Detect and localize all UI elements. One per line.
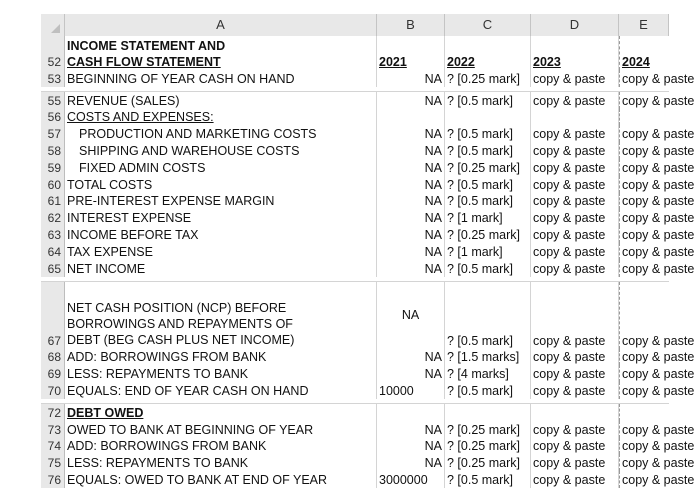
table-row: [41, 36, 669, 70]
cell-b[interactable]: 2021: [377, 36, 445, 70]
cell-a[interactable]: REVENUE (SALES): [65, 92, 377, 109]
cell-d[interactable]: copy & paste: [531, 454, 619, 471]
column-header-d[interactable]: D: [531, 14, 619, 36]
cell-d[interactable]: [531, 404, 619, 421]
cell-d[interactable]: copy & paste: [531, 176, 619, 193]
table-row: [41, 382, 695, 399]
cell-e[interactable]: copy & paste: [619, 438, 669, 455]
cell-c[interactable]: ? [0.5 mark]: [445, 282, 531, 349]
row-header[interactable]: 73: [41, 421, 65, 438]
cell-e[interactable]: copy & paste: [619, 125, 669, 142]
table-row: [41, 109, 669, 126]
cell-c[interactable]: ? [0.5 mark]: [445, 176, 531, 193]
cell-e[interactable]: [619, 109, 669, 126]
cell-e[interactable]: copy & paste: [619, 243, 669, 260]
cell-e[interactable]: copy & paste: [619, 159, 669, 176]
title-line-2: CASH FLOW STATEMENT: [67, 55, 221, 69]
column-header-e[interactable]: E: [619, 14, 669, 36]
table-row: [41, 365, 695, 382]
row-header[interactable]: 60: [41, 176, 65, 193]
ncp-line-2: BORROWINGS AND REPAYMENTS OF: [67, 316, 293, 331]
cell-b[interactable]: NA: [377, 159, 445, 176]
cell-c[interactable]: 2022: [445, 36, 531, 70]
column-header-a[interactable]: A: [65, 14, 377, 36]
table-row: [41, 282, 695, 349]
cell-a[interactable]: DEBT OWED: [65, 404, 377, 421]
cell-a[interactable]: ADD: BORROWINGS FROM BANK: [65, 438, 377, 455]
row-header[interactable]: 61: [41, 193, 65, 210]
cell-a[interactable]: EQUALS: END OF YEAR CASH ON HAND: [65, 382, 377, 399]
ncp-line-1: NET CASH POSITION (NCP) BEFORE: [67, 300, 287, 315]
cell-b[interactable]: NA: [377, 260, 445, 277]
cell-d[interactable]: copy & paste: [531, 92, 619, 109]
cell-e[interactable]: copy & paste: [619, 382, 669, 399]
cell-d[interactable]: copy & paste: [531, 471, 619, 488]
cell-b[interactable]: 10000: [377, 382, 445, 399]
cell-c[interactable]: ? [0.25 mark]: [445, 226, 531, 243]
cell-e[interactable]: copy & paste: [619, 142, 669, 159]
title-line-1: INCOME STATEMENT AND: [67, 39, 226, 53]
cell-c[interactable]: ? [0.25 mark]: [445, 454, 531, 471]
cell-e[interactable]: copy & paste: [619, 260, 669, 277]
table-row: [41, 438, 695, 455]
cell-d[interactable]: copy & paste: [531, 209, 619, 226]
cell-b[interactable]: NA: [377, 438, 445, 455]
cell-d[interactable]: copy & paste: [531, 282, 619, 349]
cell-a[interactable]: OWED TO BANK AT BEGINNING OF YEAR: [65, 421, 377, 438]
table-row: [41, 260, 695, 277]
cell-d[interactable]: copy & paste: [531, 159, 619, 176]
cell-c[interactable]: ? [0.5 mark]: [445, 193, 531, 210]
cell-e[interactable]: copy & paste: [619, 365, 669, 382]
cell-c[interactable]: [445, 404, 531, 421]
table-row: [41, 193, 695, 210]
cell-c[interactable]: ? [0.5 mark]: [445, 125, 531, 142]
cell-a[interactable]: EQUALS: OWED TO BANK AT END OF YEAR: [65, 471, 377, 488]
cell-d[interactable]: [531, 109, 619, 126]
column-header-row: [41, 14, 669, 36]
row-header[interactable]: 56: [41, 109, 65, 126]
cell-c[interactable]: ? [1.5 marks]: [445, 349, 531, 366]
row-header[interactable]: 63: [41, 226, 65, 243]
row-header[interactable]: 69: [41, 365, 65, 382]
cell-a[interactable]: COSTS AND EXPENSES:: [65, 109, 377, 126]
cell-d[interactable]: copy & paste: [531, 421, 619, 438]
cell-b[interactable]: [377, 404, 445, 421]
cell-d[interactable]: copy & paste: [531, 349, 619, 366]
row-header[interactable]: 67: [41, 282, 65, 349]
cell-e[interactable]: copy & paste: [619, 349, 669, 366]
cell-a[interactable]: SHIPPING AND WAREHOUSE COSTS: [65, 142, 377, 159]
cell-a[interactable]: [65, 282, 377, 349]
table-row: [41, 159, 695, 176]
cell-b[interactable]: NA: [377, 125, 445, 142]
cell-c[interactable]: ? [0.25 mark]: [445, 438, 531, 455]
table-row: [41, 209, 695, 226]
row-header[interactable]: 72: [41, 404, 65, 421]
cell-e[interactable]: 2024: [619, 36, 669, 70]
cell-b[interactable]: NA: [377, 209, 445, 226]
cell-c[interactable]: ? [4 marks]: [445, 365, 531, 382]
cell-b[interactable]: NA: [377, 365, 445, 382]
cell-a[interactable]: INCOME BEFORE TAX: [65, 226, 377, 243]
cell-c[interactable]: ? [0.5 mark]: [445, 92, 531, 109]
row-header[interactable]: 52: [41, 36, 65, 70]
table-row: [41, 243, 695, 260]
cell-a[interactable]: ADD: BORROWINGS FROM BANK: [65, 349, 377, 366]
table-row: [41, 471, 695, 488]
cell-d[interactable]: copy & paste: [531, 125, 619, 142]
table-row: [41, 454, 695, 471]
table-row: [41, 70, 695, 87]
cell-d[interactable]: copy & paste: [531, 382, 619, 399]
cell-e[interactable]: copy & paste: [619, 193, 669, 210]
cell-b[interactable]: NA: [377, 92, 445, 109]
cell-d[interactable]: copy & paste: [531, 243, 619, 260]
cell-a[interactable]: LESS: REPAYMENTS TO BANK: [65, 365, 377, 382]
cell-d[interactable]: copy & paste: [531, 365, 619, 382]
cell-a[interactable]: PRE-INTEREST EXPENSE MARGIN: [65, 193, 377, 210]
cell-a[interactable]: TAX EXPENSE: [65, 243, 377, 260]
cell-c[interactable]: [445, 109, 531, 126]
row-header[interactable]: 57: [41, 125, 65, 142]
cell-b[interactable]: NA: [377, 193, 445, 210]
table-row: [41, 125, 695, 142]
cell-d[interactable]: copy & paste: [531, 260, 619, 277]
cell-c[interactable]: ? [1 mark]: [445, 243, 531, 260]
cell-b[interactable]: [377, 109, 445, 126]
cell-e[interactable]: copy & paste: [619, 454, 669, 471]
row-header[interactable]: 59: [41, 159, 65, 176]
cell-b[interactable]: NA: [377, 421, 445, 438]
cell-a[interactable]: NET INCOME: [65, 260, 377, 277]
cell-a[interactable]: BEGINNING OF YEAR CASH ON HAND: [65, 70, 377, 87]
cell-c[interactable]: ? [1 mark]: [445, 209, 531, 226]
spreadsheet-grid: [41, 14, 695, 488]
row-header[interactable]: 58: [41, 142, 65, 159]
cell-d[interactable]: copy & paste: [531, 226, 619, 243]
select-all-corner[interactable]: [41, 14, 65, 36]
table-row: [41, 226, 695, 243]
cell-b[interactable]: NA: [377, 454, 445, 471]
cell-b[interactable]: 3000000: [377, 471, 445, 488]
table-row: [41, 142, 695, 159]
cell-e[interactable]: copy & paste: [619, 176, 669, 193]
cell-c[interactable]: ? [0.5 mark]: [445, 471, 531, 488]
ncp-line-3: DEBT (BEG CASH PLUS NET INCOME): [67, 332, 295, 347]
cell-c[interactable]: ? [0.5 mark]: [445, 142, 531, 159]
cell-c[interactable]: ? [0.25 mark]: [445, 70, 531, 87]
cell-c[interactable]: ? [0.5 mark]: [445, 260, 531, 277]
cell-d[interactable]: 2023: [531, 36, 619, 70]
table-row: [41, 404, 669, 421]
table-row: [41, 421, 695, 438]
row-header[interactable]: 76: [41, 471, 65, 488]
cell-a[interactable]: TOTAL COSTS: [65, 176, 377, 193]
row-header[interactable]: 55: [41, 92, 65, 109]
cell-b[interactable]: NA: [377, 226, 445, 243]
column-header-b[interactable]: B: [377, 14, 445, 36]
table-row: [41, 92, 695, 109]
cell-b[interactable]: NA: [377, 142, 445, 159]
row-header[interactable]: 70: [41, 382, 65, 399]
cell-d[interactable]: copy & paste: [531, 70, 619, 87]
cell-b[interactable]: NA: [377, 282, 445, 349]
cell-e[interactable]: copy & paste: [619, 70, 669, 87]
cell-a[interactable]: FIXED ADMIN COSTS: [65, 159, 377, 176]
row-header[interactable]: 68: [41, 349, 65, 366]
cell-a[interactable]: LESS: REPAYMENTS TO BANK: [65, 454, 377, 471]
table-row: [41, 349, 695, 366]
column-header-c[interactable]: C: [445, 14, 531, 36]
row-header[interactable]: 53: [41, 70, 65, 87]
cell-d[interactable]: copy & paste: [531, 438, 619, 455]
cell-a[interactable]: [65, 36, 377, 70]
cell-c[interactable]: ? [0.5 mark]: [445, 382, 531, 399]
cell-e[interactable]: copy & paste: [619, 282, 669, 349]
cell-b[interactable]: NA: [377, 70, 445, 87]
cell-c[interactable]: ? [0.25 mark]: [445, 159, 531, 176]
cell-d[interactable]: copy & paste: [531, 193, 619, 210]
table-row: [41, 176, 695, 193]
cell-e[interactable]: copy & paste: [619, 226, 669, 243]
cell-e[interactable]: copy & paste: [619, 421, 669, 438]
row-header[interactable]: 74: [41, 438, 65, 455]
cell-e[interactable]: copy & paste: [619, 471, 669, 488]
row-header[interactable]: 65: [41, 260, 65, 277]
cell-e[interactable]: [619, 404, 669, 421]
cell-e[interactable]: copy & paste: [619, 92, 669, 109]
cell-a[interactable]: PRODUCTION AND MARKETING COSTS: [65, 125, 377, 142]
cell-e[interactable]: copy & paste: [619, 209, 669, 226]
cell-b[interactable]: NA: [377, 349, 445, 366]
cell-c[interactable]: ? [0.25 mark]: [445, 421, 531, 438]
row-header[interactable]: 64: [41, 243, 65, 260]
row-header[interactable]: 75: [41, 454, 65, 471]
cell-d[interactable]: copy & paste: [531, 142, 619, 159]
cell-b[interactable]: NA: [377, 176, 445, 193]
cell-b[interactable]: NA: [377, 243, 445, 260]
row-header[interactable]: 62: [41, 209, 65, 226]
cell-a[interactable]: INTEREST EXPENSE: [65, 209, 377, 226]
